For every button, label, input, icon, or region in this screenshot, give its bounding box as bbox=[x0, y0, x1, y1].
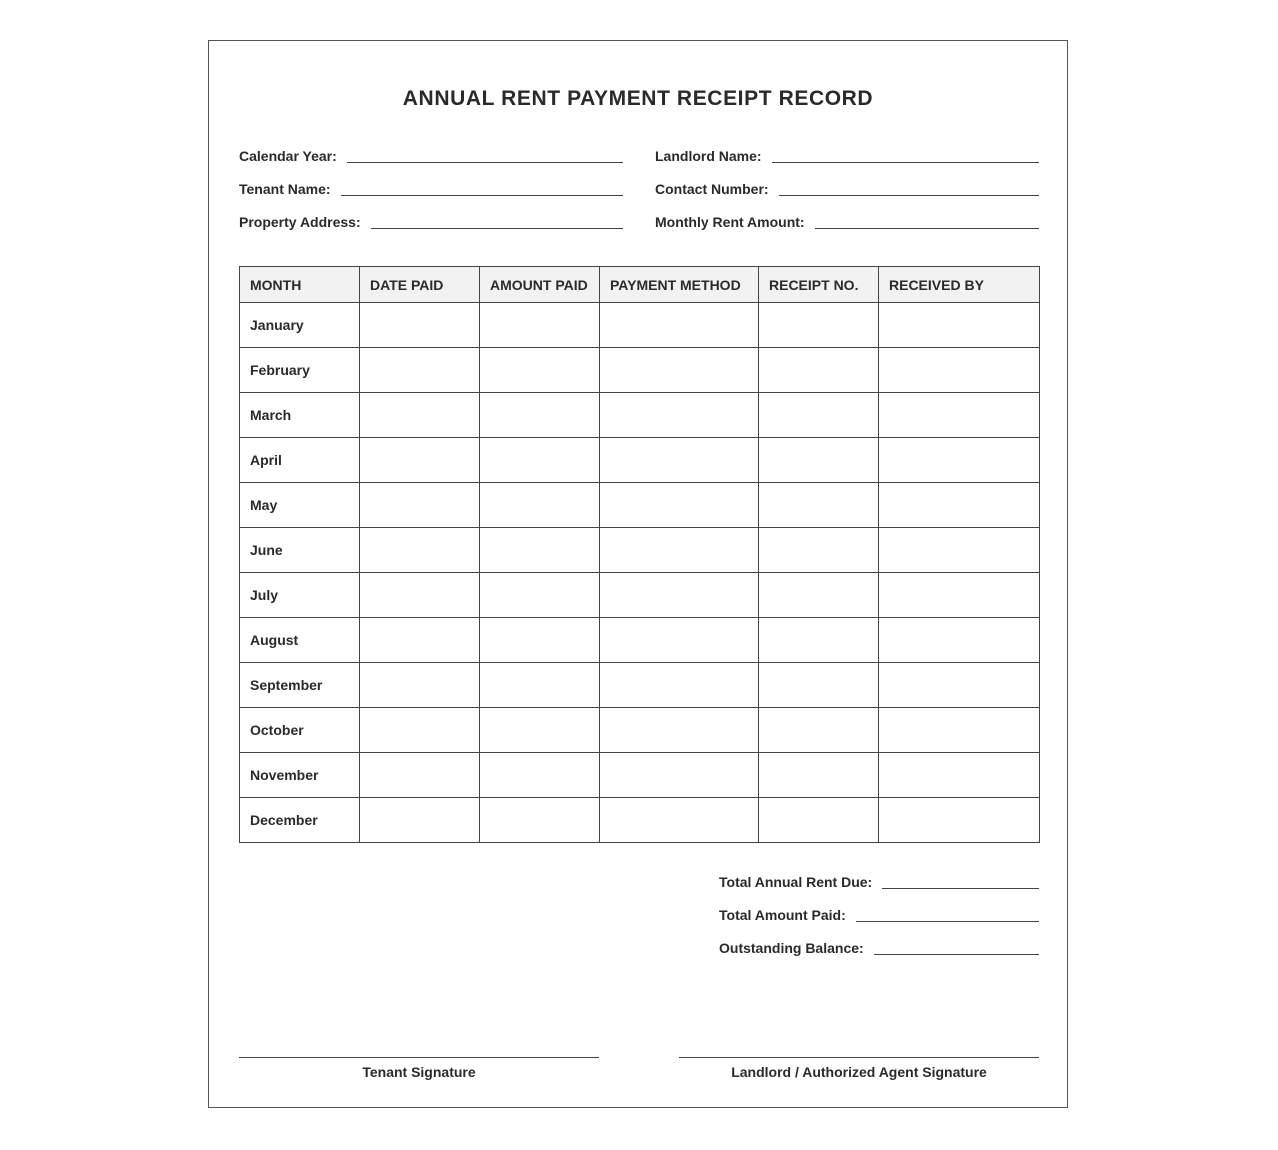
page-title: ANNUAL RENT PAYMENT RECEIPT RECORD bbox=[402, 87, 874, 110]
month-cell: August bbox=[240, 618, 360, 663]
date-paid-cell[interactable] bbox=[360, 663, 480, 708]
receipt-no-cell[interactable] bbox=[759, 753, 879, 798]
receipt-record-sheet bbox=[208, 40, 1068, 1108]
landlord-name-line[interactable] bbox=[772, 162, 1039, 163]
amount-paid-cell[interactable] bbox=[480, 483, 600, 528]
payment-method-cell[interactable] bbox=[600, 708, 759, 753]
amount-paid-cell[interactable] bbox=[480, 753, 600, 798]
payment-method-cell[interactable] bbox=[600, 798, 759, 843]
calendar-year-label: Calendar Year: bbox=[239, 148, 337, 164]
table-body bbox=[240, 303, 1040, 843]
table-row bbox=[240, 753, 1040, 798]
total-due-label: Total Annual Rent Due: bbox=[719, 874, 873, 890]
received-by-cell[interactable] bbox=[879, 753, 1040, 798]
table-row bbox=[240, 573, 1040, 618]
table-row bbox=[240, 483, 1040, 528]
table-row bbox=[240, 618, 1040, 663]
total-paid-field[interactable] bbox=[719, 903, 1039, 923]
table-row bbox=[240, 348, 1040, 393]
landlord-signature[interactable]: Landlord / Authorized Agent Signature bbox=[679, 1057, 1039, 1080]
amount-paid-cell[interactable] bbox=[480, 663, 600, 708]
calendar-year-field[interactable] bbox=[239, 144, 623, 164]
payment-method-cell[interactable] bbox=[600, 393, 759, 438]
table-header-row bbox=[240, 267, 1040, 303]
date-paid-cell[interactable] bbox=[360, 708, 480, 753]
monthly-rent-field[interactable] bbox=[655, 210, 1039, 230]
received-by-cell[interactable] bbox=[879, 483, 1040, 528]
payment-method-cell[interactable] bbox=[600, 663, 759, 708]
amount-paid-cell[interactable] bbox=[480, 393, 600, 438]
payment-table bbox=[239, 266, 1040, 843]
date-paid-cell[interactable] bbox=[360, 303, 480, 348]
date-paid-cell[interactable] bbox=[360, 438, 480, 483]
received-by-cell[interactable] bbox=[879, 798, 1040, 843]
monthly-rent-label: Monthly Rent Amount: bbox=[655, 214, 805, 230]
date-paid-cell[interactable] bbox=[360, 573, 480, 618]
table-row bbox=[240, 708, 1040, 753]
calendar-year-line[interactable] bbox=[347, 162, 623, 163]
payment-method-cell[interactable] bbox=[600, 753, 759, 798]
month-cell: November bbox=[240, 753, 360, 798]
receipt-no-cell[interactable] bbox=[759, 348, 879, 393]
month-cell: July bbox=[240, 573, 360, 618]
received-by-cell[interactable] bbox=[879, 663, 1040, 708]
landlord-name-field[interactable] bbox=[655, 144, 1039, 164]
received-by-cell[interactable] bbox=[879, 618, 1040, 663]
receipt-no-cell[interactable] bbox=[759, 393, 879, 438]
date-paid-cell[interactable] bbox=[360, 753, 480, 798]
month-cell: February bbox=[240, 348, 360, 393]
month-cell: April bbox=[240, 438, 360, 483]
landlord-name-label: Landlord Name: bbox=[655, 148, 762, 164]
month-cell: October bbox=[240, 708, 360, 753]
contact-number-line[interactable] bbox=[779, 195, 1039, 196]
table-row bbox=[240, 663, 1040, 708]
outstanding-field[interactable] bbox=[719, 936, 1039, 956]
month-cell: January bbox=[240, 303, 360, 348]
header-amount-paid: AMOUNT PAID bbox=[480, 267, 600, 303]
header-month: MONTH bbox=[240, 267, 360, 303]
property-address-field[interactable] bbox=[239, 210, 623, 230]
contact-number-label: Contact Number: bbox=[655, 181, 769, 197]
received-by-cell[interactable] bbox=[879, 393, 1040, 438]
tenant-name-field[interactable] bbox=[239, 177, 623, 197]
month-cell: March bbox=[240, 393, 360, 438]
header-payment-method: PAYMENT METHOD bbox=[600, 267, 759, 303]
payment-method-cell[interactable] bbox=[600, 348, 759, 393]
payment-method-cell[interactable] bbox=[600, 618, 759, 663]
total-due-line[interactable] bbox=[882, 888, 1039, 889]
monthly-rent-line[interactable] bbox=[815, 228, 1039, 229]
total-paid-label: Total Amount Paid: bbox=[719, 907, 846, 923]
date-paid-cell[interactable] bbox=[360, 348, 480, 393]
property-address-line[interactable] bbox=[371, 228, 623, 229]
received-by-cell[interactable] bbox=[879, 528, 1040, 573]
received-by-cell[interactable] bbox=[879, 303, 1040, 348]
month-cell: May bbox=[240, 483, 360, 528]
receipt-no-cell[interactable] bbox=[759, 303, 879, 348]
header-date-paid: DATE PAID bbox=[360, 267, 480, 303]
receipt-no-cell[interactable] bbox=[759, 573, 879, 618]
amount-paid-cell[interactable] bbox=[480, 348, 600, 393]
header-receipt-no: RECEIPT NO. bbox=[759, 267, 879, 303]
received-by-cell[interactable] bbox=[879, 708, 1040, 753]
date-paid-cell[interactable] bbox=[360, 798, 480, 843]
receipt-no-cell[interactable] bbox=[759, 798, 879, 843]
payment-method-cell[interactable] bbox=[600, 303, 759, 348]
amount-paid-cell[interactable] bbox=[480, 573, 600, 618]
total-due-field[interactable] bbox=[719, 870, 1039, 890]
amount-paid-cell[interactable] bbox=[480, 303, 600, 348]
receipt-no-cell[interactable] bbox=[759, 618, 879, 663]
receipt-no-cell[interactable] bbox=[759, 528, 879, 573]
amount-paid-cell[interactable] bbox=[480, 708, 600, 753]
table-row bbox=[240, 528, 1040, 573]
date-paid-cell[interactable] bbox=[360, 483, 480, 528]
receipt-no-cell[interactable] bbox=[759, 483, 879, 528]
month-cell: September bbox=[240, 663, 360, 708]
table-row bbox=[240, 798, 1040, 843]
payment-method-cell[interactable] bbox=[600, 483, 759, 528]
received-by-cell[interactable] bbox=[879, 348, 1040, 393]
amount-paid-cell[interactable] bbox=[480, 618, 600, 663]
payment-method-cell[interactable] bbox=[600, 573, 759, 618]
tenant-signature[interactable]: Tenant Signature bbox=[239, 1057, 599, 1080]
receipt-no-cell[interactable] bbox=[759, 438, 879, 483]
received-by-cell[interactable] bbox=[879, 573, 1040, 618]
property-address-label: Property Address: bbox=[239, 214, 361, 230]
tenant-name-line[interactable] bbox=[341, 195, 623, 196]
receipt-no-cell[interactable] bbox=[759, 708, 879, 753]
table-row bbox=[240, 438, 1040, 483]
payment-method-cell[interactable] bbox=[600, 528, 759, 573]
receipt-no-cell[interactable] bbox=[759, 663, 879, 708]
received-by-cell[interactable] bbox=[879, 438, 1040, 483]
month-cell: June bbox=[240, 528, 360, 573]
tenant-name-label: Tenant Name: bbox=[239, 181, 331, 197]
outstanding-line[interactable] bbox=[874, 954, 1039, 955]
date-paid-cell[interactable] bbox=[360, 393, 480, 438]
date-paid-cell[interactable] bbox=[360, 618, 480, 663]
table-row bbox=[240, 303, 1040, 348]
amount-paid-cell[interactable] bbox=[480, 798, 600, 843]
amount-paid-cell[interactable] bbox=[480, 438, 600, 483]
table-row bbox=[240, 393, 1040, 438]
amount-paid-cell[interactable] bbox=[480, 528, 600, 573]
date-paid-cell[interactable] bbox=[360, 528, 480, 573]
contact-number-field[interactable] bbox=[655, 177, 1039, 197]
payment-method-cell[interactable] bbox=[600, 438, 759, 483]
outstanding-label: Outstanding Balance: bbox=[719, 940, 864, 956]
header-received-by: RECEIVED BY bbox=[879, 267, 1040, 303]
month-cell: December bbox=[240, 798, 360, 843]
total-paid-line[interactable] bbox=[856, 921, 1039, 922]
